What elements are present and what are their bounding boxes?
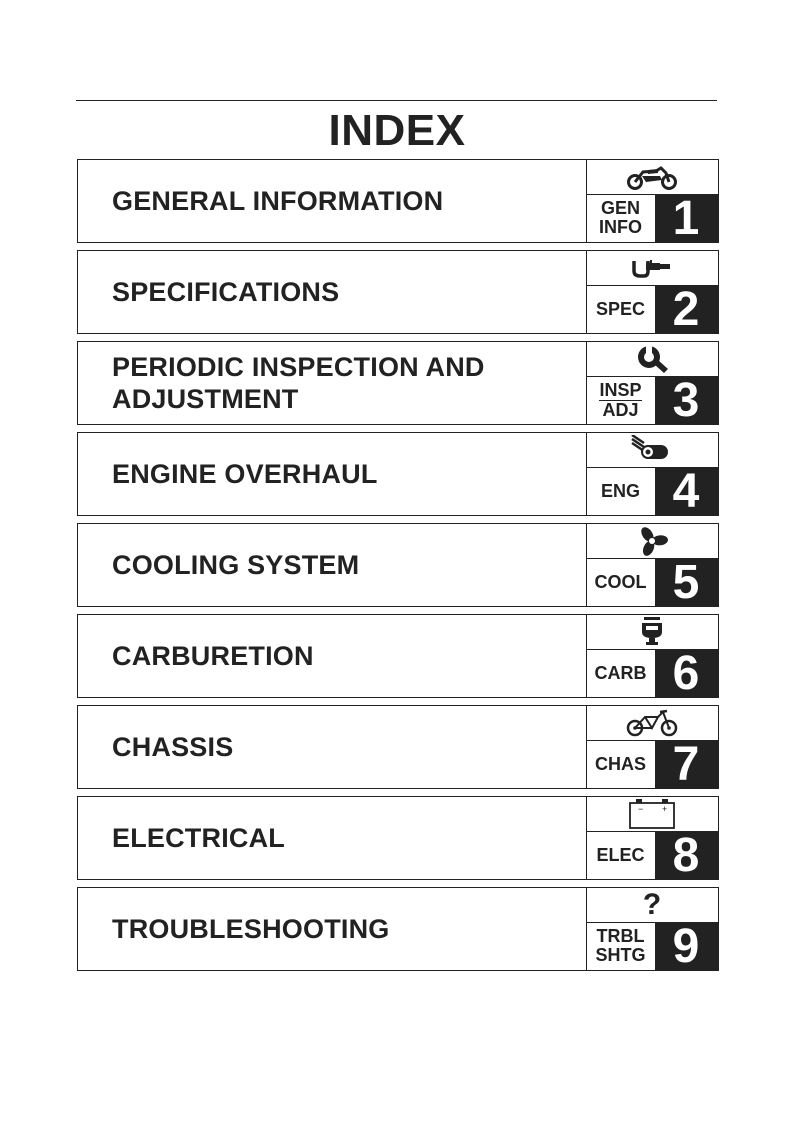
section-tab[interactable] (586, 341, 719, 425)
section-abbr: COOL (594, 571, 647, 592)
svg-text:+: + (662, 803, 668, 814)
carburetor-icon (587, 615, 718, 650)
section-abbr: ELEC (596, 844, 645, 865)
section-tab[interactable] (586, 796, 719, 880)
index-row-periodic-inspection[interactable] (77, 341, 718, 425)
section-number: 4 (655, 468, 718, 515)
index-row-electrical[interactable] (77, 796, 718, 880)
section-abbr: INSP ADJ (599, 379, 642, 420)
section-tab[interactable] (586, 523, 719, 607)
section-abbr: SPEC (595, 298, 646, 319)
section-abbr: CHAS (594, 753, 646, 774)
svg-text:−: − (638, 803, 644, 814)
section-label: GENERAL INFORMATION (112, 186, 444, 216)
section-abbr: ENG (600, 480, 640, 501)
index-row-specifications[interactable] (77, 250, 718, 334)
section-number: 3 (655, 377, 718, 424)
index-row-engine-overhaul[interactable] (77, 432, 718, 516)
index-row-carburetion[interactable] (77, 614, 718, 698)
page-title: INDEX (328, 106, 466, 155)
section-number: 6 (655, 650, 718, 697)
question-icon: ? (587, 888, 718, 923)
wrench-icon (587, 342, 718, 377)
chassis-icon (587, 706, 718, 741)
index-row-troubleshooting[interactable] (77, 887, 718, 971)
section-abbr: CARB (594, 662, 647, 683)
section-label: COOLING SYSTEM (112, 550, 360, 580)
section-tab[interactable] (586, 250, 719, 334)
section-number: 8 (655, 832, 718, 879)
section-label: SPECIFICATIONS (112, 277, 340, 307)
section-number: 9 (655, 923, 718, 970)
section-number: 2 (655, 286, 718, 333)
section-tab[interactable] (586, 159, 719, 243)
section-tab[interactable] (586, 705, 719, 789)
section-label: CHASSIS (112, 732, 234, 762)
section-number: 7 (655, 741, 718, 788)
micrometer-icon (587, 251, 718, 286)
engine-icon (587, 433, 718, 468)
section-tab[interactable] (586, 887, 719, 971)
battery-icon (587, 797, 718, 832)
index-row-chassis[interactable] (77, 705, 718, 789)
section-tab[interactable] (586, 614, 719, 698)
section-number: 1 (655, 195, 718, 242)
index-row-general-information[interactable] (77, 159, 718, 243)
section-abbr: TRBL SHTG (595, 926, 646, 965)
section-number: 5 (655, 559, 718, 606)
section-label: ELECTRICAL (112, 823, 285, 853)
motorcycle-icon (587, 160, 718, 195)
section-tab[interactable] (586, 432, 719, 516)
index-row-cooling-system[interactable] (77, 523, 718, 607)
section-label: TROUBLESHOOTING (112, 914, 390, 944)
section-abbr: GEN INFO (599, 198, 642, 237)
section-label: ENGINE OVERHAUL (112, 459, 378, 489)
title-rule (76, 100, 717, 101)
section-label: PERIODIC INSPECTION AND ADJUSTMENT (112, 352, 485, 414)
section-label: CARBURETION (112, 641, 314, 671)
fan-icon (587, 524, 718, 559)
